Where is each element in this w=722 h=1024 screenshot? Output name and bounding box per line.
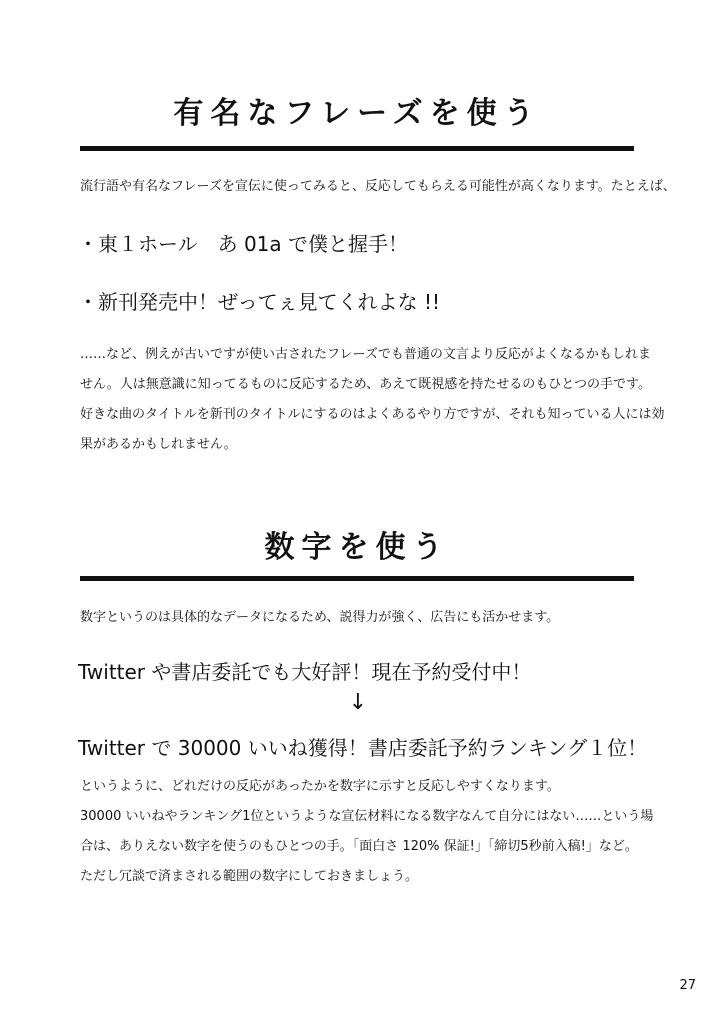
section1-body-line: せん。人は無意識に知ってるものに反応するため、あえて既視感を持たせるのもひとつの手です。	[80, 377, 651, 392]
example-phrase-1: ・東１ホール あ 01a で僕と握手！	[78, 232, 409, 256]
section2-body-line: ただし冗談で済まされる範囲の数字にしておきましょう。	[80, 869, 419, 884]
section2-body-line: 30000 いいねやランキング1位というような宣伝材料になる数字なんて自分にはない……という場	[80, 809, 654, 824]
down-arrow-icon: ↓	[348, 690, 368, 715]
section2-intro: 数字というのは具体的なデータになるため、説得力が強く、広告にも活かせます。	[80, 610, 560, 625]
heading-underline	[80, 576, 634, 581]
example-after: Twitter で 30000 いいね獲得！書店委託予約ランキング１位！	[78, 736, 648, 760]
section1-body-line: 果があるかもしれません。	[80, 437, 237, 452]
section2-body-line: というように、どれだけの反応があったかを数字に示すと反応しやすくなります。	[80, 779, 560, 794]
page-number: 27	[679, 978, 696, 993]
section1-body-line: 好きな曲のタイトルを新刊のタイトルにするのはよくあるやり方ですが、それも知っている人には効	[80, 407, 665, 422]
section1-body-line: ……など、例えが古いですが使い古されたフレーズでも普通の文言より反応がよくなるかもしれま	[80, 347, 651, 362]
section1-intro: 流行語や有名なフレーズを宣伝に使ってみると、反応してもらえる可能性が高くなります。たとえば、	[80, 179, 676, 194]
section2-body-line: 合は、ありえない数字を使うのもひとつの手。「面白さ 120% 保証!」「締切5秒前入稿!」など。	[80, 839, 638, 854]
heading-underline	[80, 146, 634, 151]
section-heading-use-numbers: 数字を使う	[264, 530, 450, 565]
section-heading-famous-phrases: 有名なフレーズを使う	[173, 96, 541, 131]
example-before: Twitter や書店委託でも大好評！現在予約受付中！	[78, 660, 532, 684]
example-phrase-2: ・新刊発売中！ぜってぇ見てくれよな !!	[78, 290, 440, 314]
